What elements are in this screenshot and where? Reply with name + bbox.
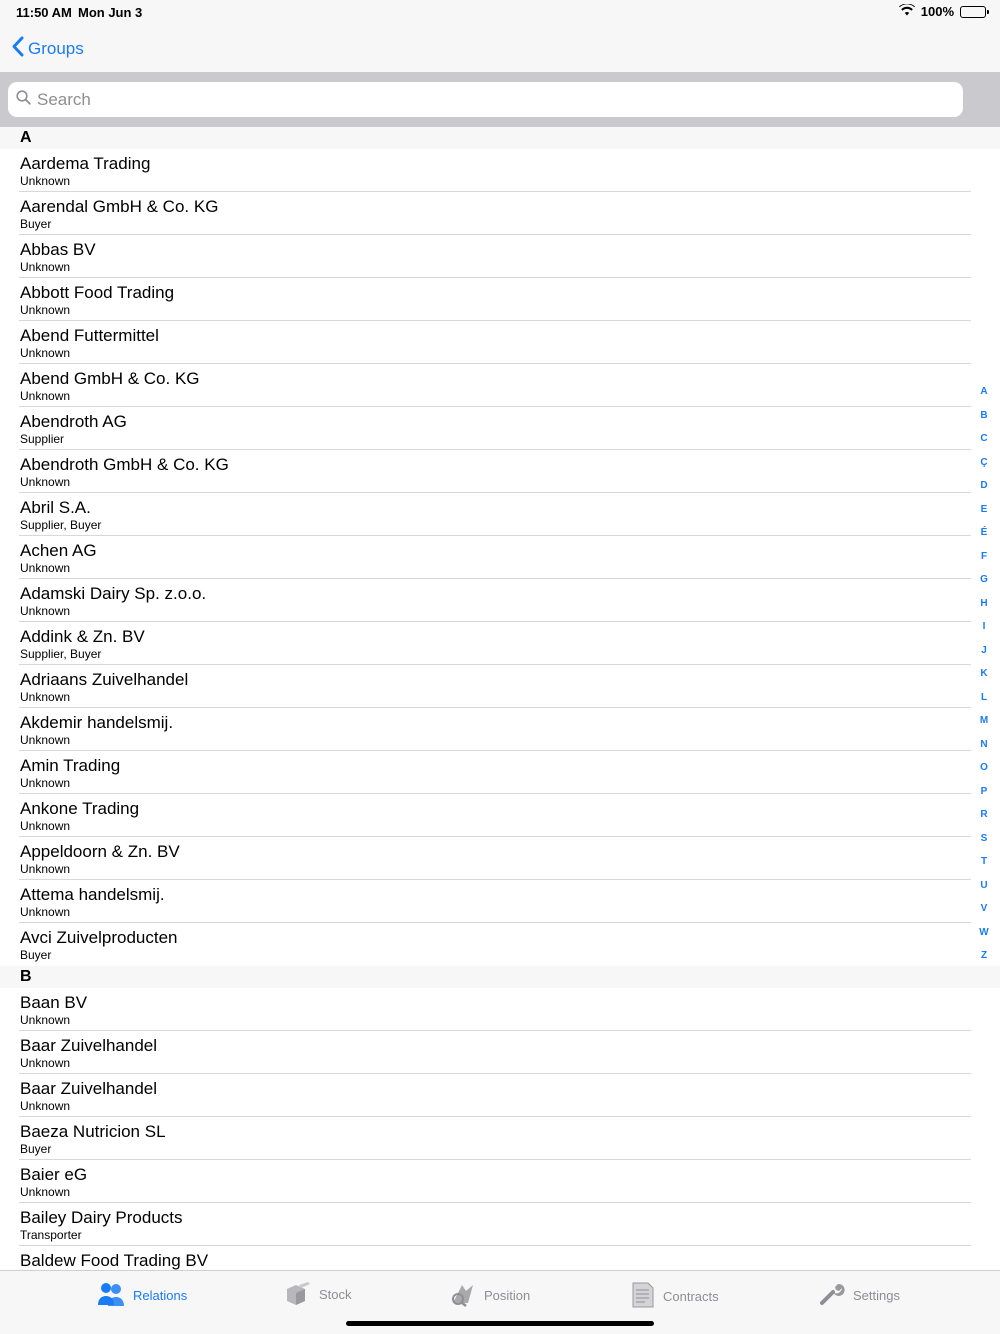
index-letter[interactable]: Z — [980, 950, 988, 961]
list-item[interactable] — [0, 1203, 1000, 1246]
search-area — [0, 72, 1000, 127]
list-item-subtitle: Supplier — [20, 432, 65, 446]
list-item[interactable] — [0, 622, 1000, 665]
navigation-bar — [0, 24, 1000, 72]
list-item-title: Ankone Trading — [20, 799, 140, 818]
index-letter[interactable]: R — [980, 809, 988, 820]
list-item-title: Addink & Zn. BV — [20, 627, 145, 646]
index-letter[interactable]: H — [980, 597, 988, 609]
list-item[interactable] — [0, 407, 1000, 450]
tab-label: Contracts — [663, 1289, 719, 1304]
list-item[interactable] — [0, 1160, 1000, 1203]
list-item-subtitle: Unknown — [20, 389, 71, 403]
list-item-subtitle: Unknown — [20, 174, 71, 188]
list-item-subtitle: Buyer — [20, 948, 52, 962]
list-item[interactable] — [0, 837, 1000, 880]
index-letter[interactable]: M — [979, 715, 989, 726]
index-letter[interactable]: T — [980, 856, 988, 867]
list-item[interactable] — [0, 1031, 1000, 1074]
back-button[interactable] — [12, 36, 84, 62]
list-item[interactable] — [0, 192, 1000, 235]
list-item-subtitle: Unknown — [20, 905, 71, 919]
search-input[interactable] — [37, 90, 937, 110]
list-item-subtitle: Unknown — [20, 690, 71, 704]
status-right — [899, 4, 986, 19]
tab-stock[interactable] — [285, 1281, 352, 1308]
tab-label: Settings — [853, 1288, 900, 1303]
index-letter[interactable]: D — [980, 480, 988, 491]
list-item-subtitle: Unknown — [20, 776, 71, 790]
list-item-title: Baan BV — [20, 993, 88, 1012]
list-item-title: Baier eG — [20, 1165, 88, 1184]
position-icon — [450, 1281, 476, 1310]
list-item[interactable] — [0, 149, 1000, 192]
list-item-title: Baar Zuivelhandel — [20, 1079, 158, 1098]
relations-list[interactable] — [0, 127, 1000, 1270]
list-item-title: Aardema Trading — [20, 154, 151, 173]
list-item-title: Avci Zuivelproducten — [20, 928, 178, 947]
list-item-subtitle: Buyer — [20, 1142, 52, 1156]
status-bar — [0, 0, 1000, 24]
tab-position[interactable] — [450, 1281, 530, 1310]
list-item-title: Attema handelsmij. — [20, 885, 165, 904]
index-letter[interactable]: K — [980, 668, 988, 679]
list-item-title: Baar Zuivelhandel — [20, 1036, 158, 1055]
list-item-subtitle: Unknown — [20, 1099, 71, 1113]
section-index[interactable] — [972, 380, 996, 968]
home-indicator — [346, 1321, 654, 1326]
list-item-subtitle: Transporter — [20, 1228, 82, 1242]
relations-icon — [97, 1281, 125, 1310]
tab-label: Relations — [133, 1288, 188, 1303]
list-item-title: Abend Futtermittel — [20, 326, 159, 345]
wifi-icon — [899, 4, 915, 19]
list-item[interactable] — [0, 1074, 1000, 1117]
battery-percent: 100% — [920, 4, 954, 19]
contracts-icon — [631, 1281, 655, 1312]
list-item-subtitle: Buyer — [20, 217, 52, 231]
list-item[interactable] — [0, 923, 1000, 966]
index-letter[interactable]: U — [980, 879, 988, 891]
list-item-title: Appeldoorn & Zn. BV — [20, 842, 180, 861]
list-item-subtitle: Unknown — [20, 303, 71, 317]
list-item[interactable] — [0, 450, 1000, 493]
index-letter[interactable]: W — [979, 926, 989, 938]
stock-icon — [285, 1281, 311, 1308]
tab-label: Stock — [319, 1287, 352, 1302]
tab-contracts[interactable] — [631, 1281, 719, 1312]
list-item-subtitle: Unknown — [20, 346, 71, 360]
list-item[interactable] — [0, 321, 1000, 364]
list-item-title: Abril S.A. — [20, 498, 91, 517]
list-item-title: Abendroth AG — [20, 412, 127, 431]
section-header: A — [0, 127, 1000, 149]
index-letter[interactable]: L — [980, 691, 988, 703]
list-item-title: Aarendal GmbH & Co. KG — [20, 197, 219, 216]
list-item[interactable] — [0, 880, 1000, 923]
index-letter[interactable]: G — [980, 574, 988, 585]
list-item[interactable] — [0, 708, 1000, 751]
list-item-title: Adamski Dairy Sp. z.o.o. — [20, 584, 207, 603]
list-item[interactable] — [0, 364, 1000, 407]
index-letter[interactable]: J — [981, 644, 987, 656]
list-item[interactable] — [0, 665, 1000, 708]
list-item[interactable] — [0, 536, 1000, 579]
index-letter[interactable]: F — [980, 550, 988, 562]
list-item-subtitle: Unknown — [20, 862, 71, 876]
list-item-subtitle: Supplier, Buyer — [20, 647, 102, 661]
list-item-title: Baeza Nutricion SL — [20, 1122, 166, 1141]
list-item[interactable] — [0, 988, 1000, 1031]
index-letter[interactable]: A — [980, 386, 988, 397]
list-item-subtitle: Supplier, Buyer — [20, 518, 102, 532]
list-item-title: Abendroth GmbH & Co. KG — [20, 455, 229, 474]
list-item-subtitle: Unknown — [20, 733, 71, 747]
list-item-title: Adriaans Zuivelhandel — [20, 670, 189, 689]
tab-settings[interactable] — [819, 1281, 900, 1310]
list-item-title: Abbas BV — [20, 240, 96, 259]
status-time: 11:50 AM — [16, 5, 72, 20]
status-date: Mon Jun 3 — [78, 5, 143, 20]
list-item-title: Achen AG — [20, 541, 97, 560]
index-letter[interactable]: E — [980, 503, 988, 515]
index-letter[interactable]: I — [982, 621, 986, 632]
battery-icon — [960, 6, 986, 18]
list-item-subtitle: Unknown — [20, 561, 71, 575]
index-letter[interactable]: C — [980, 433, 988, 444]
list-item-subtitle: Unknown — [20, 604, 71, 618]
chevron-left-icon — [12, 36, 24, 62]
list-item[interactable] — [0, 235, 1000, 278]
list-item-subtitle: Unknown — [20, 260, 71, 274]
list-item-subtitle: Unknown — [20, 1056, 71, 1070]
index-letter[interactable]: V — [980, 903, 988, 914]
back-button-label: Groups — [28, 39, 84, 58]
list-item[interactable] — [0, 794, 1000, 837]
index-letter[interactable]: B — [980, 409, 988, 421]
section-header: B — [0, 966, 1000, 988]
list-item[interactable] — [0, 751, 1000, 794]
index-letter[interactable]: S — [980, 832, 988, 844]
list-item-subtitle: Unknown — [20, 1185, 71, 1199]
settings-icon — [819, 1281, 845, 1310]
index-letter[interactable]: É — [980, 527, 988, 538]
list-item-title: Amin Trading — [20, 756, 121, 775]
search-box[interactable] — [8, 82, 963, 117]
index-letter[interactable]: N — [980, 738, 988, 750]
list-item[interactable] — [0, 278, 1000, 321]
search-icon — [16, 90, 31, 110]
list-item-subtitle: Unknown — [20, 819, 71, 833]
tab-relations[interactable] — [97, 1281, 187, 1310]
list-item-title: Abend GmbH & Co. KG — [20, 369, 200, 388]
list-item[interactable] — [0, 579, 1000, 622]
list-item-title: Baldew Food Trading BV — [20, 1251, 209, 1270]
list-item-subtitle: Unknown — [20, 1013, 71, 1027]
list-item[interactable] — [0, 1246, 1000, 1270]
tab-label: Position — [484, 1288, 531, 1303]
index-letter[interactable]: P — [980, 785, 988, 797]
list-item[interactable] — [0, 493, 1000, 536]
list-item-title: Abbott Food Trading — [20, 283, 175, 302]
list-item-title: Akdemir handelsmij. — [20, 713, 174, 732]
list-item-title: Bailey Dairy Products — [20, 1208, 183, 1227]
list-item[interactable] — [0, 1117, 1000, 1160]
index-letter[interactable]: Ç — [980, 456, 988, 468]
list-item-subtitle: Unknown — [20, 475, 71, 489]
index-letter[interactable]: O — [980, 762, 988, 773]
